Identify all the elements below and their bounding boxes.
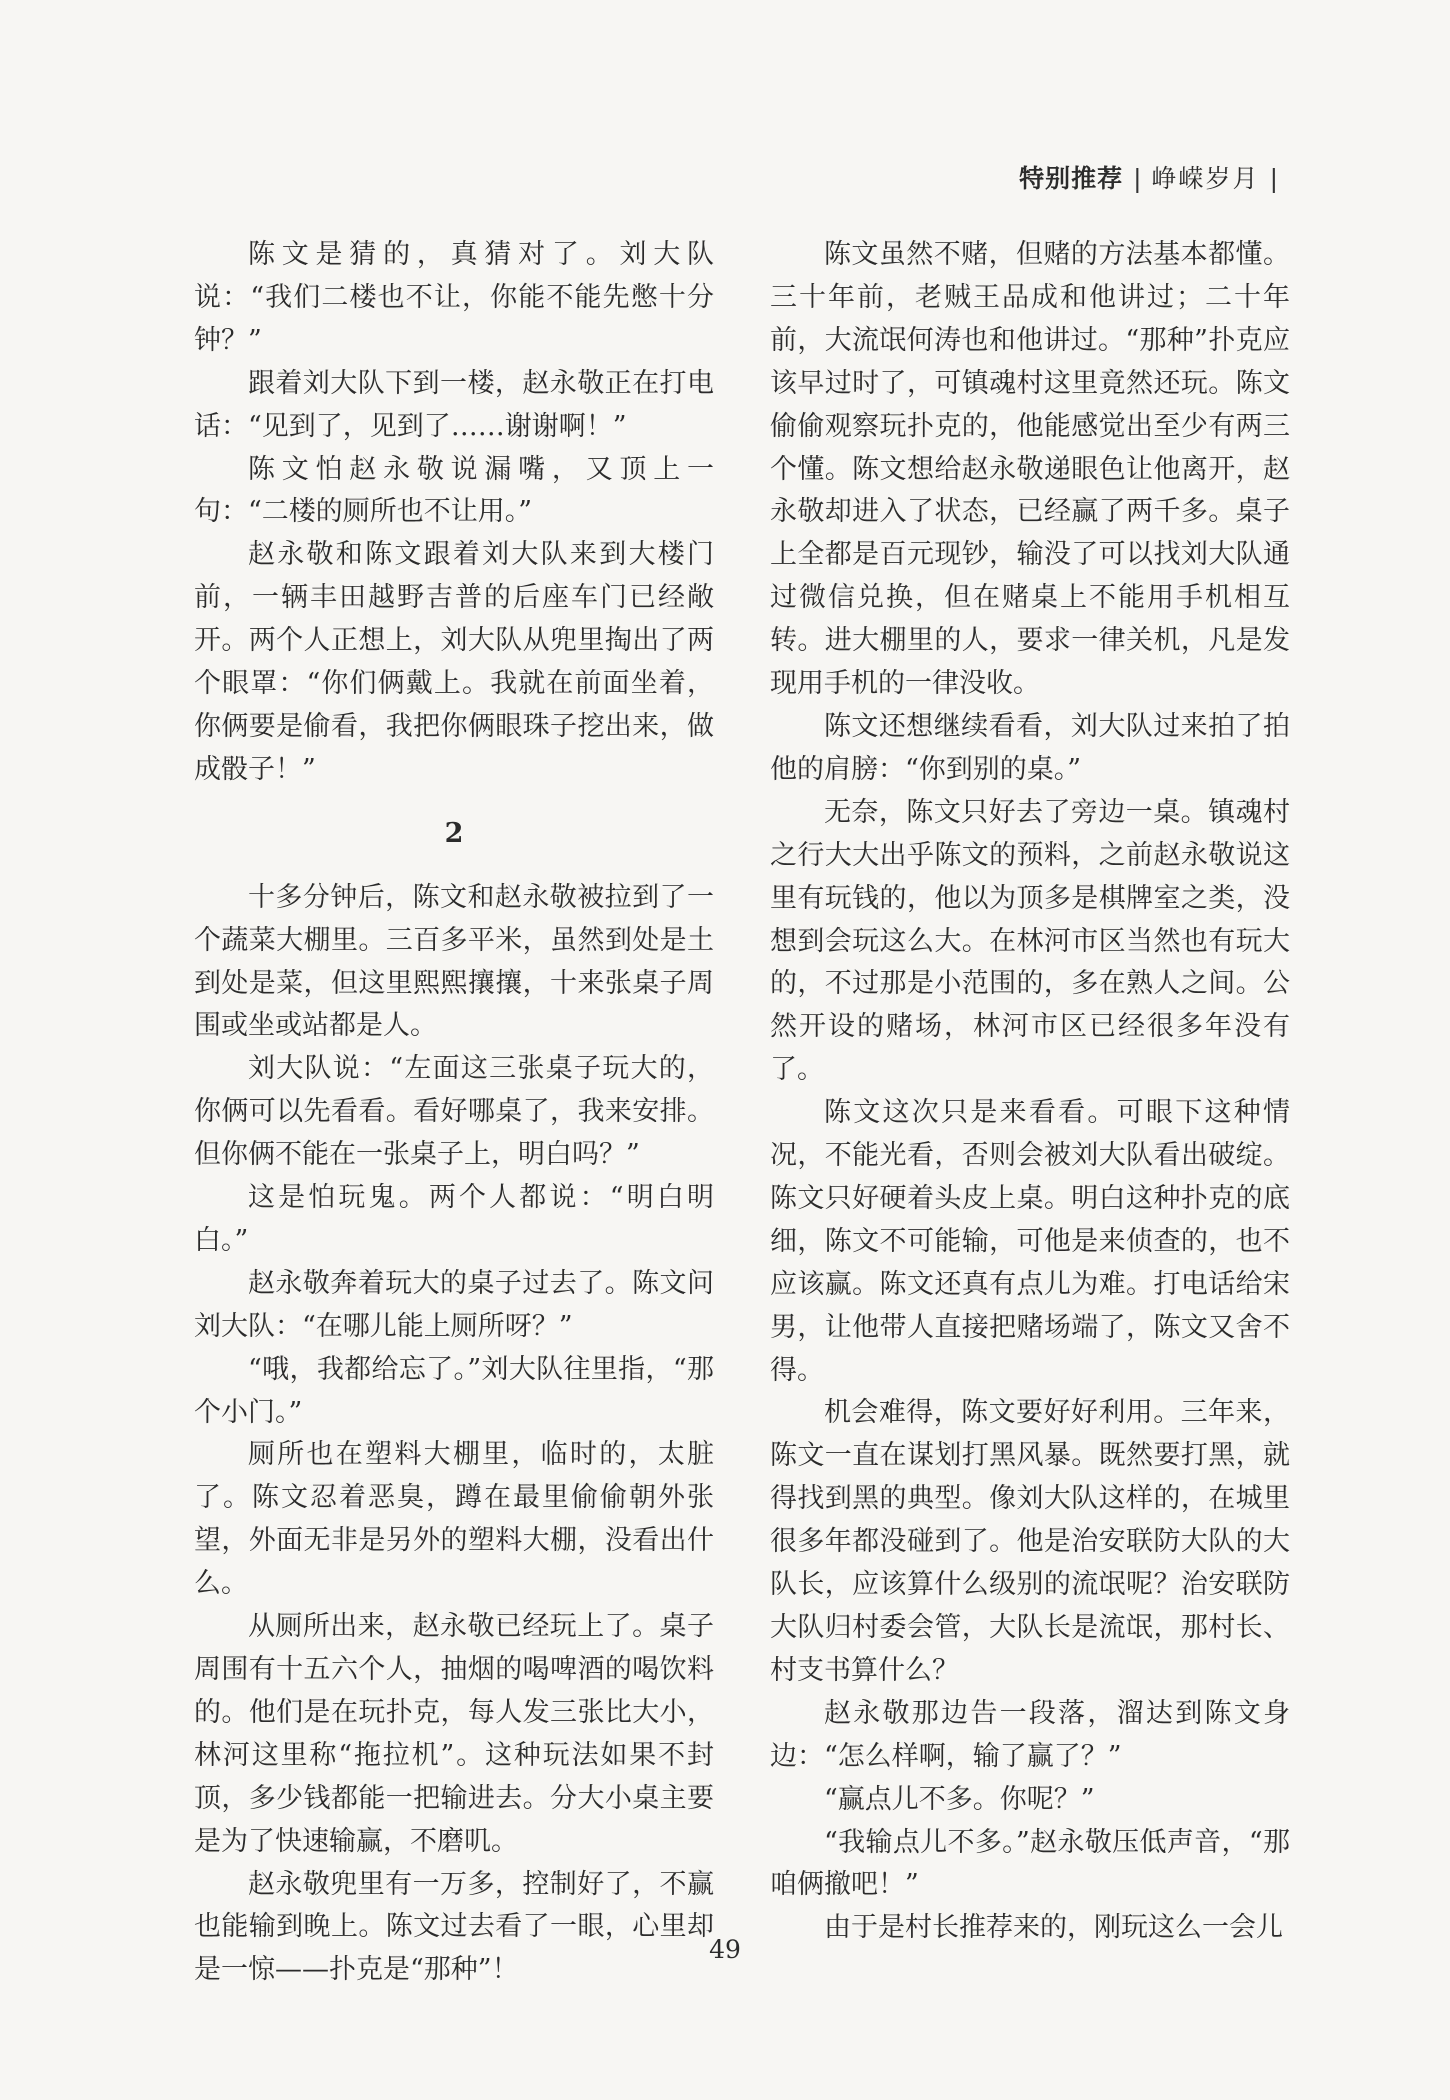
paragraph: 从厕所出来，赵永敬已经玩上了。桌子周围有十五六个人，抽烟的喝啤酒的喝饮料的。他们是在玩扑克，每人发三张比大小，林河这里称“拖拉机”。这种玩法如果不封顶，多少钱都能一把输进去。分大小桌主要是为了快速输赢，不磨叽。 <box>194 1611 714 1857</box>
paragraph: 陈文是猜的，真猜对了。刘大队说：“我们二楼也不让，你能不能先憋十分钟？” <box>194 239 714 356</box>
right-text-column <box>770 234 1290 1950</box>
paragraph: 机会难得，陈文要好好利用。三年来，陈文一直在谋划打黑风暴。既然要打黑，就得找到黑的典型。像刘大队这样的，在城里很多年都没碰到了。他是治安联防大队的大队长，应该算什么级别的流氓呢？治安联防大队归村委会管，大队长是流氓，那村长、村支书算什么？ <box>770 1397 1290 1686</box>
paragraph: 无奈，陈文只好去了旁边一桌。镇魂村之行大大出乎陈文的预料，之前赵永敬说这里有玩钱的，他以为顶多是棋牌室之类，没想到会玩这么大。在林河市区当然也有玩大的，不过那是小范围的，多在熟人之间。公然开设的赌场，林河市区已经很多年没有了。 <box>770 796 1290 1086</box>
paragraph: 这是怕玩鬼。两个人都说：“明白明白。” <box>194 1182 714 1256</box>
paragraph: 十多分钟后，陈文和赵永敬被拉到了一个蔬菜大棚里。三百多平米，虽然到处是土到处是菜，但这里熙熙攘攘，十来张桌子周围或坐或站都是人。 <box>194 881 714 1042</box>
paragraph: 赵永敬奔着玩大的桌子过去了。陈文问刘大队：“在哪儿能上厕所呀？” <box>194 1267 714 1342</box>
header-separator: | <box>1133 164 1142 193</box>
page-number: 49 <box>709 1935 741 1964</box>
paragraph: “哦，我都给忘了。”刘大队往里指，“那个小门。” <box>194 1353 714 1428</box>
paragraph: “赢点儿不多。你呢？” <box>824 1783 1095 1815</box>
paragraph: 跟着刘大队下到一楼，赵永敬正在打电话：“见到了，见到了……谢谢啊！” <box>194 367 714 442</box>
paragraph: “我输点儿不多。”赵永敬压低声音，“那咱俩撤吧！” <box>770 1826 1290 1901</box>
column-title: 峥嵘岁月 <box>1151 164 1260 193</box>
paragraph: 刘大队说：“左面这三张桌子玩大的，你俩可以先看看。看好哪桌了，我来安排。但你俩不能在一张桌子上，明白吗？” <box>194 1053 714 1171</box>
header-end-mark: | <box>1269 164 1278 193</box>
paragraph: 赵永敬那边告一段落，溜达到陈文身边：“怎么样啊，输了赢了？” <box>770 1697 1290 1772</box>
section-label: 特别推荐 <box>1019 164 1124 193</box>
left-text-column <box>194 234 714 1992</box>
paragraph: 陈文还想继续看看，刘大队过来拍了拍他的肩膀：“你到别的桌。” <box>770 710 1290 785</box>
paragraph: 由于是村长推荐来的，刚玩这么一会儿 <box>824 1912 1283 1944</box>
paragraph: 赵永敬兜里有一万多，控制好了，不赢也能输到晚上。陈文过去看了一眼，心里却是一惊——扑克是“那种”！ <box>194 1868 714 1986</box>
paragraph: 赵永敬和陈文跟着刘大队来到大楼门前，一辆丰田越野吉普的后座车门已经敞开。两个人正想上，刘大队从兜里掏出了两个眼罩：“你们俩戴上。我就在前面坐着，你俩要是偷看，我把你俩眼珠子挖出来，做成骰子！” <box>194 539 714 785</box>
paragraph: 陈文怕赵永敬说漏嘴，又顶上一句：“二楼的厕所也不让用。” <box>194 453 714 528</box>
paragraph: 厕所也在塑料大棚里，临时的，太脏了。陈文忍着恶臭，蹲在最里偷偷朝外张望，外面无非是另外的塑料大棚，没看出什么。 <box>194 1439 714 1600</box>
paragraph: 陈文这次只是来看看。可眼下这种情况，不能光看，否则会被刘大队看出破绽。陈文只好硬着头皮上桌。明白这种扑克的底细，陈文不可能输，可他是来侦查的，也不应该赢。陈文还真有点儿为难。打电话给宋男，让他带人直接把赌场端了，陈文又舍不得。 <box>770 1097 1290 1386</box>
running-header <box>1019 166 1288 191</box>
section-number: 2 <box>444 817 464 849</box>
paragraph: 陈文虽然不赌，但赌的方法基本都懂。三十年前，老贼王品成和他讲过；二十年前，大流氓何涛也和他讲过。“那种”扑克应该早过时了，可镇魂村这里竟然还玩。陈文偷偷观察玩扑克的，他能感觉出至少有两三个懂。陈文想给赵永敬递眼色让他离开，赵永敬却进入了状态，已经赢了两千多。桌子上全都是百元现钞，输没了可以找刘大队通过微信兑换，但在赌桌上不能用手机相互转。进大棚里的人，要求一律关机，凡是发现用手机的一律没收。 <box>770 239 1290 700</box>
